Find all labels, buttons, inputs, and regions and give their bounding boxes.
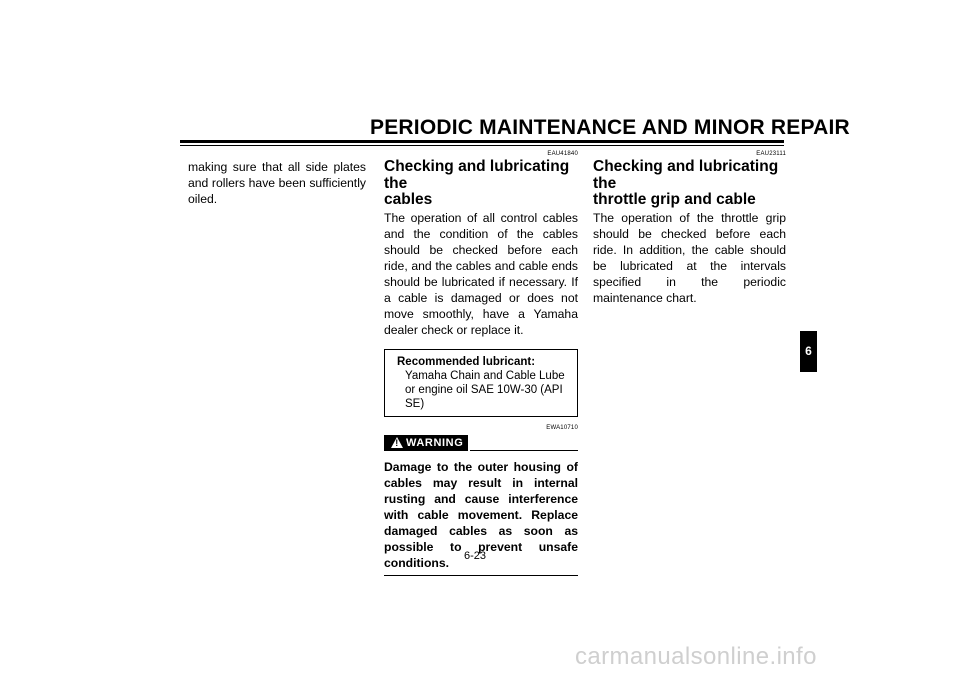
section-heading — [593, 159, 786, 209]
page-title: PERIODIC MAINTENANCE AND MINOR REPAIR — [370, 116, 850, 139]
chapter-tab: 6 — [800, 331, 817, 372]
heading-line-1: Checking and lubricating the — [593, 158, 779, 192]
page-number: 6-23 — [464, 550, 487, 562]
section-body: The operation of the throttle grip should be checked before each ride. In addition, the cable should be lubricated at the intervals specified in the periodic maintenance chart. — [593, 210, 786, 305]
lubricant-label: Recommended lubricant: — [397, 355, 536, 368]
section-code: EAU41840 — [547, 151, 578, 157]
section-code: EAU23111 — [756, 151, 786, 157]
column-right — [593, 151, 786, 306]
section-body: The operation of all control cables and the condition of the cables should be checked before each ride, and the cables and cable ends should be lubricated if necessary. If a cable is damaged or does not move smoothly, have a Yamaha dealer check or replace it. — [384, 210, 578, 337]
lubricant-value: Yamaha Chain and Cable Lube or engine oil SAE 10W-30 (API SE) — [405, 369, 565, 410]
warning-badge — [384, 435, 468, 451]
heading-line-2: cables — [384, 191, 433, 208]
heading-line-2: throttle grip and cable — [593, 191, 756, 208]
warning-label: WARNING — [406, 436, 464, 449]
column-middle — [384, 151, 578, 576]
warning-code: EWA10710 — [546, 424, 578, 431]
warning-rule — [470, 450, 578, 451]
lubricant-box — [384, 349, 578, 417]
exclamation-icon: ! — [395, 437, 399, 448]
warning-header — [384, 435, 578, 453]
heading-line-1: Checking and lubricating the — [384, 158, 570, 192]
warning-text: Damage to the outer housing of cables may result in internal rusting and cause interference with cable movement. Replace damaged cables as soon as possible to prevent unsafe conditions. — [384, 459, 578, 576]
header-rule — [180, 140, 784, 143]
column-left — [188, 151, 366, 207]
watermark: carmanualsonline.info — [575, 643, 817, 670]
header-rule-thin — [180, 145, 784, 146]
continued-paragraph: making sure that all side plates and rollers have been sufficiently oiled. — [188, 160, 366, 206]
section-heading — [384, 159, 578, 209]
